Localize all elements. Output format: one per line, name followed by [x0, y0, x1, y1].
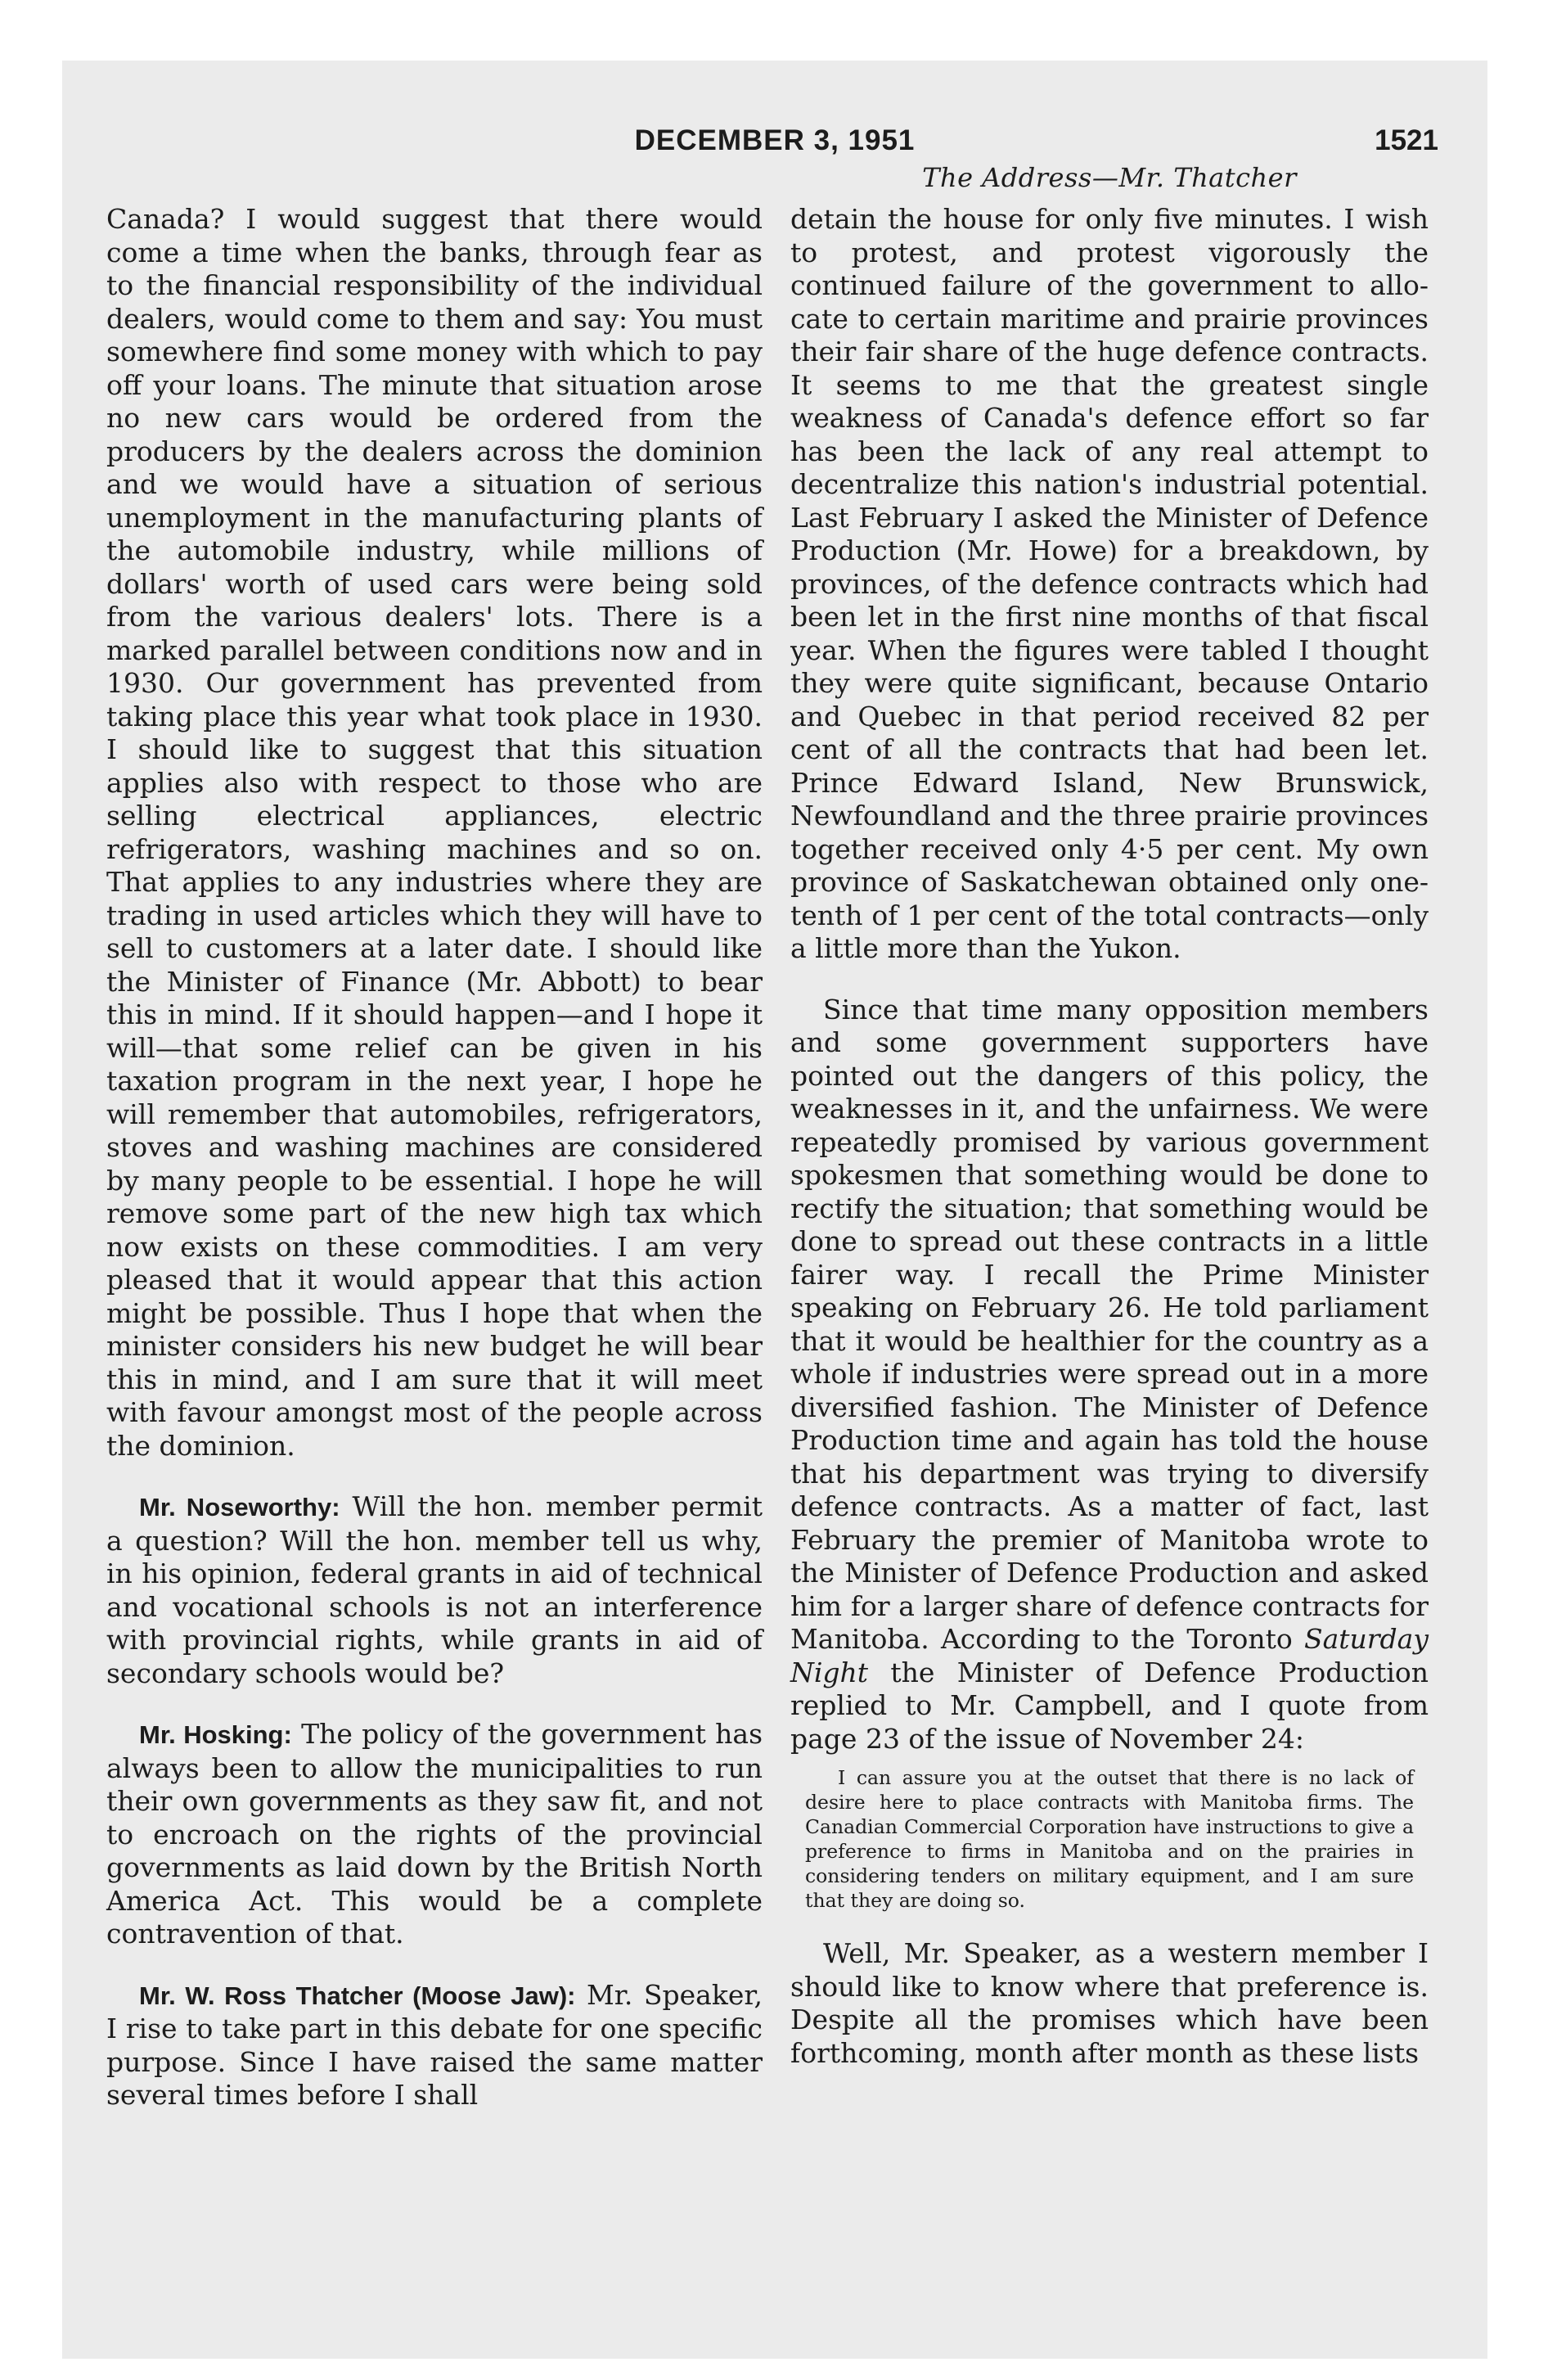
- right-paragraph-2-end: the Minister of Defence Production replied to Mr. Campbell, and I quote from page 23 of the issue of November 24:: [790, 1656, 1429, 1755]
- noseworthy-text: Will the hon. member permit a question? Will the hon. member tell us why, in his opinion, federal grants in aid of technical and vocational schools is not an interference with provincial rights, while grants in aid of secondary schools would be?: [106, 1490, 763, 1689]
- quote-text: I can assure you at the outset that there is no lack of desire here to place contracts with Manitoba firms. The Canadian Commercial Corporation have instructions to give a preference to firms in Manitoba and on the prairies in considering tenders on military equipment, and I am sure that they are doing so.: [805, 1766, 1414, 1912]
- left-column: [106, 203, 763, 2112]
- running-head: [62, 124, 1487, 165]
- page-number: 1521: [1375, 124, 1438, 156]
- left-paragraph-1: Canada? I would suggest that there would come a time when the banks, through fear as to the financial responsibility of the individual dealers, would come to them and say: You must somewhere find some money with which to pay off your loans. The minute that situation arose no new cars would be ordered from the producers by the dealers across the dominion and we would have a situation of serious unemployment in the manufacturing plants of the automobile industry, while millions of dollars' worth of used cars were being sold from the various dealers' lots. There is a marked parallel between conditions now and in 1930. Our government has prevented from taking place this year what took place in 1930. I should like to suggest that this situation applies also with respect to those who are selling electrical appliances, electric refrigerators, washing machines and so on. That applies to any industries where they are trading in used articles which they will have to sell to customers at a later date. I should like the Minister of Finance (Mr. Abbott) to bear this in mind. If it should happen—and I hope it will—that some relief can be given in his taxation program in the next year, I hope he will remember that automobiles, refrigerators, stoves and washing machines are considered by many people to be essential. I hope he will remove some part of the new high tax which now exists on these commodities. I am very pleased that it would appear that this action might be possible. Thus I hope that when the minister considers his new budget he will bear this in mind, and I am sure that it will meet with favour amongst most of the people across the dominion.: [106, 203, 763, 1462]
- speaker-thatcher: Mr. W. Ross Thatcher (Moose Jaw):: [139, 1981, 576, 2010]
- right-paragraph-3: Well, Mr. Speaker, as a western member I should like to know where that preference is. Despite all the promises which have been forthcoming, month after month as these lists: [790, 1937, 1429, 2069]
- hosking-text: The policy of the government has always been to allow the municipalities to run their own governments as they saw fit, and not to encroach on the rights of the provincial governments as laid down by the British North America Act. This would be a complete contravention of that.: [106, 1718, 763, 1950]
- right-column: [790, 203, 1429, 2070]
- hosking-paragraph: [106, 1718, 763, 1951]
- page-date: DECEMBER 3, 1951: [634, 124, 916, 156]
- running-topic: The Address—Mr. Thatcher: [922, 162, 1297, 193]
- right-paragraph-2: [790, 994, 1429, 1756]
- saturday-italic: Saturday: [1303, 1623, 1429, 1655]
- thatcher-text: Mr. Speaker, I rise to take part in this debate for one specific purpose. Since I have raised the same matter several times before I shall: [106, 1978, 763, 2111]
- thatcher-paragraph: [106, 1979, 763, 2112]
- right-paragraph-2-start: Since that time many opposition members and some government supporters have pointed out the dangers of this policy, the weaknesses in it, and the unfairness. We were repeatedly promised by various government spokesmen that something would be done to rectify the situation; that something would be done to spread out these contracts in a little fairer way. I recall the Prime Minister speaking on February 26. He told parliament that it would be healthier for the country as a whole if industries were spread out in a more diversified fashion. The Minister of Defence Production time and again has told the house that his department was trying to diversify defence contracts. As a matter of fact, last February the premier of Manitoba wrote to the Minister of Defence Production and asked him for a larger share of defence contracts for Manitoba. According to the Toronto: [790, 993, 1429, 1655]
- night-italic: Night: [790, 1656, 869, 1688]
- hansard-page: [62, 61, 1487, 2359]
- right-paragraph-1: detain the house for only five minutes. I wish to protest, and protest vigorously the continued failure of the government to allocate to certain maritime and prairie provinces their fair share of the huge defence contracts. It seems to me that the greatest single weakness of Canada's defence effort so far has been the lack of any real attempt to decentralize this nation's industrial potential. Last February I asked the Minister of Defence Production (Mr. Howe) for a breakdown, by provinces, of the defence contracts which had been let in the first nine months of that fiscal year. When the figures were tabled I thought they were quite significant, because Ontario and Quebec in that period received 82 per cent of all the contracts that had been let. Prince Edward Island, New Brunswick, Newfoundland and the three prairie provinces together received only 4·5 per cent. My own province of Saskatchewan obtained only one-tenth of 1 per cent of the total contracts—only a little more than the Yukon.: [790, 203, 1429, 964]
- speaker-hosking: Mr. Hosking:: [139, 1720, 292, 1749]
- block-quote: [805, 1765, 1414, 1913]
- noseworthy-paragraph: [106, 1490, 763, 1690]
- speaker-noseworthy: Mr. Noseworthy:: [139, 1493, 340, 1521]
